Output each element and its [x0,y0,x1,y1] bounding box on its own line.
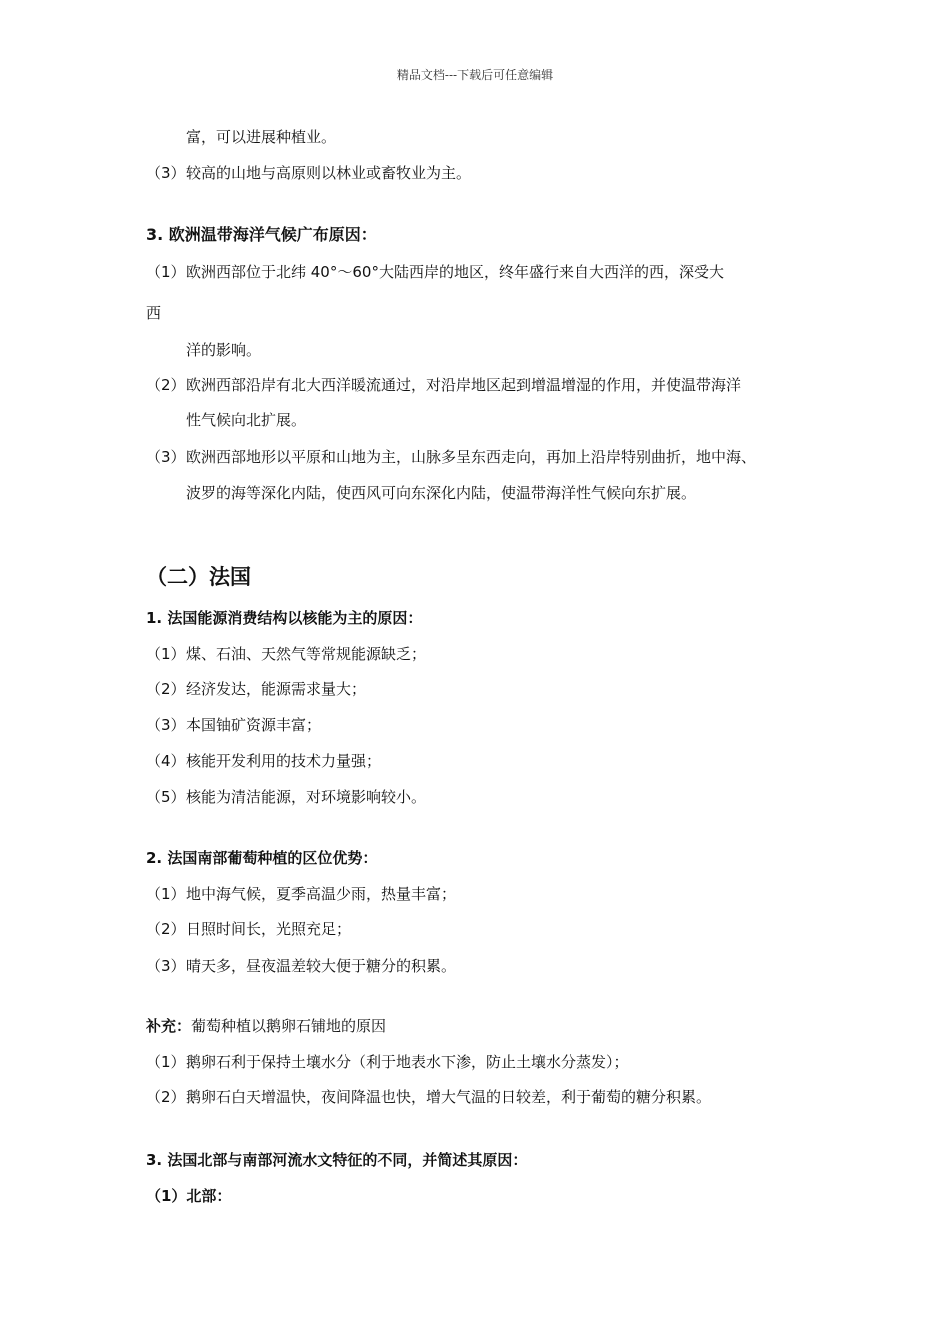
list-text: 鹅卵石白天增温快，夜间降温也快，增大气温的日较差，利于葡萄的糖分积累。 [186,1088,712,1106]
list-text: 地中海气候，夏季高温少雨，热量丰富； [186,885,457,903]
supplement-label: 补充： [146,1017,192,1035]
list-number: （1） [146,885,186,903]
list-text: 晴天多，昼夜温差较大便于糖分的积累。 [186,957,457,975]
list-item [146,715,321,735]
question-heading: 2. 法国南部葡萄种植的区位优势： [146,849,378,867]
list-number: （2） [146,376,186,394]
list-text: 欧洲西部位于北纬 40°～60°大陆西岸的地区，终年盛行来自大西洋的西，深受大 [186,263,724,281]
list-item [146,1052,629,1072]
list-number: （1） [146,1053,186,1071]
supplement-title: 葡萄种植以鹅卵石铺地的原因 [191,1017,387,1035]
list-item [146,956,456,976]
question-heading: 1. 法国能源消费结构以核能为主的原因： [146,609,423,627]
list-text: 日照时间长，光照充足； [186,920,352,938]
list-number: （3） [146,448,186,466]
list-item [146,262,724,282]
question-heading: 3. 法国北部与南部河流水文特征的不同，并简述其原因： [146,1151,528,1169]
list-item [146,751,381,771]
list-text: 鹅卵石利于保持土壤水分（利于地表水下渗，防止土壤水分蒸发）； [186,1053,629,1071]
list-text: 核能开发利用的技术力量强； [186,752,382,770]
paragraph-continuation: 富，可以进展种植业。 [186,128,337,146]
sub-heading: （1）北部： [146,1187,232,1205]
list-number: （1） [146,263,186,281]
list-text: 欧洲西部地形以平原和山地为主，山脉多呈东西走向，再加上沿岸特别曲折，地中海、 [186,448,757,466]
page-header: 精品文档---下载后可任意编辑 [396,68,554,82]
wrapped-text: 西 [146,304,162,322]
list-text: 经济发达，能源需求量大； [186,680,367,698]
list-item [146,163,471,183]
list-number: （3） [146,164,186,182]
list-item [146,679,366,699]
list-item [146,1087,711,1107]
list-item [146,787,426,807]
list-item [146,375,741,395]
list-item [146,644,426,664]
list-item [146,919,351,939]
list-item [146,447,756,467]
section-heading: 3. 欧洲温带海洋气候广布原因： [146,225,377,244]
list-number: （4） [146,752,186,770]
chapter-heading: （二）法国 [146,565,251,589]
list-continuation: 性气候向北扩展。 [186,411,307,429]
supplement-heading [146,1016,386,1036]
list-number: （5） [146,788,186,806]
list-number: （3） [146,957,186,975]
list-continuation: 波罗的海等深化内陆，使西风可向东深化内陆，使温带海洋性气候向东扩展。 [186,484,697,502]
list-number: （1） [146,645,186,663]
list-number: （2） [146,920,186,938]
list-text: 欧洲西部沿岸有北大西洋暖流通过，对沿岸地区起到增温增湿的作用，并使温带海洋 [186,376,742,394]
list-number: （2） [146,680,186,698]
list-item [146,884,456,904]
list-text: 本国铀矿资源丰富； [186,716,322,734]
list-text: 核能为清洁能源，对环境影响较小。 [186,788,427,806]
list-text: 较高的山地与高原则以林业或畜牧业为主。 [186,164,472,182]
list-continuation: 洋的影响。 [186,341,262,359]
list-text: 煤、石油、天然气等常规能源缺乏； [186,645,427,663]
list-number: （2） [146,1088,186,1106]
list-number: （3） [146,716,186,734]
